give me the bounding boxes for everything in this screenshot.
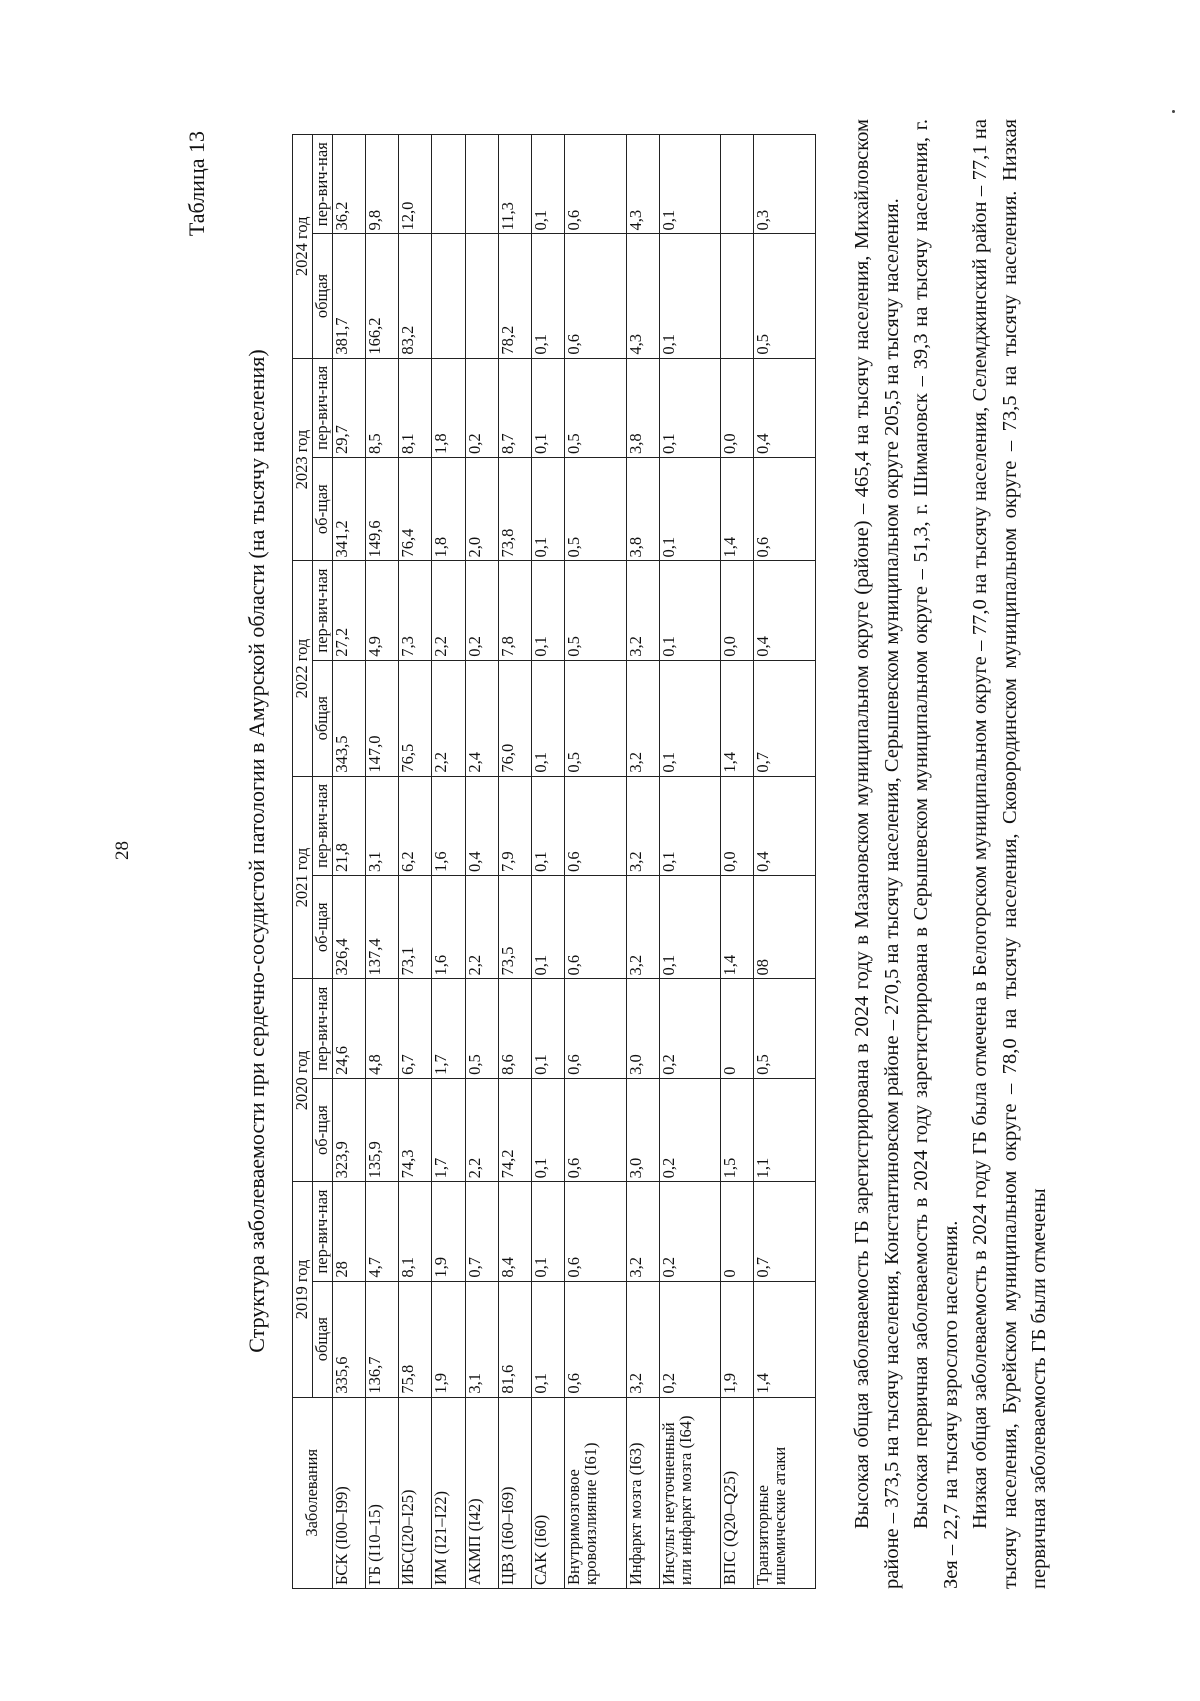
disease-name: ЦВЗ (I60–I69) (498, 1397, 531, 1588)
primary-value: 0,2 (465, 358, 498, 457)
year-header: 2024 год (293, 135, 313, 359)
total-value: 4,3 (626, 234, 659, 358)
disease-name: БСК (I00–I99) (332, 1397, 365, 1588)
primary-value: 27,2 (332, 561, 365, 660)
total-value: 73,8 (498, 457, 531, 560)
primary-value: 21,8 (332, 776, 365, 875)
scan-speck (1172, 110, 1175, 113)
primary-value: 0,1 (531, 1182, 564, 1281)
total-value: 3,8 (626, 457, 659, 560)
primary-value: 0,1 (659, 561, 720, 660)
primary-value: 4,7 (365, 1182, 398, 1281)
year-header: 2021 год (293, 776, 313, 979)
total-value: 1,4 (754, 1281, 816, 1397)
total-value: 76,4 (399, 457, 432, 560)
primary-value: 4,9 (365, 561, 398, 660)
primary-value: 0,1 (531, 135, 564, 234)
total-value: 0,6 (565, 234, 626, 358)
total-value (432, 234, 465, 358)
disease-column-header: Заболевания (293, 1397, 333, 1588)
primary-value: 8,7 (498, 358, 531, 457)
total-value: 76,0 (498, 660, 531, 776)
total-value (465, 234, 498, 358)
table-row (754, 135, 816, 1589)
subheader-row (312, 135, 332, 1589)
total-value: 1,8 (432, 457, 465, 560)
primary-value: 1,8 (432, 358, 465, 457)
primary-value: 0 (721, 979, 754, 1078)
primary-value: 0,6 (565, 979, 626, 1078)
total-value: 1,9 (721, 1281, 754, 1397)
total-value: 326,4 (332, 876, 365, 979)
disease-name: АКМП (I42) (465, 1397, 498, 1588)
primary-value: 8,6 (498, 979, 531, 1078)
total-value: 0,6 (565, 1281, 626, 1397)
total-subheader: об-щая (312, 876, 332, 979)
table-row (498, 135, 531, 1589)
primary-value: 0,4 (754, 358, 816, 457)
total-value: 0,6 (754, 457, 816, 560)
table-row (399, 135, 432, 1589)
primary-value: 0,1 (531, 358, 564, 457)
total-value: 75,8 (399, 1281, 432, 1397)
total-value: 3,2 (626, 660, 659, 776)
primary-subheader: пер-вич-ная (312, 1182, 332, 1281)
table-row (432, 135, 465, 1589)
total-value: 3,0 (626, 1078, 659, 1181)
paragraph: Низкая общая заболеваемость в 2024 году ГБ была отмечена в Белогорском муниципальном округе – 77,0 на тысячу населения, Селемджинский район – 77,1 на тысячу населения, Бурейском муниципальном округе – 78,0 на тысячу населения, Сковородинском муниципальном округе – 73,5 на тысячу населения. Низкая первичная заболеваемость ГБ были отмечены (969, 119, 1050, 1589)
year-header: 2022 год (293, 561, 313, 776)
primary-value: 8,1 (399, 1182, 432, 1281)
table-row (332, 135, 365, 1589)
total-value: 0,6 (565, 876, 626, 979)
total-subheader: общая (312, 660, 332, 776)
primary-value: 0,6 (565, 135, 626, 234)
disease-name: ИМ (I21–I22) (432, 1397, 465, 1588)
primary-value: 3,2 (626, 776, 659, 875)
primary-value: 2,2 (432, 561, 465, 660)
total-value: 3,1 (465, 1281, 498, 1397)
year-header: 2020 год (293, 979, 313, 1182)
primary-value: 0,7 (754, 1182, 816, 1281)
disease-name: Инсульт неуточненный или инфаркт мозга (I64) (659, 1397, 720, 1588)
disease-name: ГБ (I10–15) (365, 1397, 398, 1588)
total-value: 73,1 (399, 876, 432, 979)
disease-name: ВПС (Q20–Q25) (721, 1397, 754, 1588)
primary-value: 0,4 (465, 776, 498, 875)
total-subheader: общая (312, 1281, 332, 1397)
primary-subheader: пер-вич-ная (312, 135, 332, 234)
primary-value: 3,0 (626, 979, 659, 1078)
total-value: 137,4 (365, 876, 398, 979)
table-body (332, 135, 815, 1589)
table-row (565, 135, 626, 1589)
total-value: 83,2 (399, 234, 432, 358)
total-value: 0,1 (531, 457, 564, 560)
primary-value: 4,8 (365, 979, 398, 1078)
total-value: 343,5 (332, 660, 365, 776)
total-value: 2,4 (465, 660, 498, 776)
primary-value: 0,1 (659, 135, 720, 234)
total-value: 2,2 (465, 1078, 498, 1181)
total-value: 1,1 (754, 1078, 816, 1181)
primary-value: 4,3 (626, 135, 659, 234)
table-row (721, 135, 754, 1589)
total-value: 0,1 (531, 1281, 564, 1397)
total-value: 0,1 (659, 660, 720, 776)
total-subheader: общая (312, 234, 332, 358)
primary-value: 0,0 (721, 358, 754, 457)
total-value: 0,1 (531, 1078, 564, 1181)
primary-value: 0,5 (565, 358, 626, 457)
disease-name: Инфаркт мозга (I63) (626, 1397, 659, 1588)
total-value: 0,5 (754, 234, 816, 358)
primary-value: 0,5 (465, 979, 498, 1078)
primary-subheader: пер-вич-ная (312, 358, 332, 457)
total-value: 0,7 (754, 660, 816, 776)
body-text (848, 119, 1055, 1589)
total-value: 0,1 (531, 660, 564, 776)
total-value: 149,6 (365, 457, 398, 560)
primary-value: 3,2 (626, 561, 659, 660)
disease-name: САК (I60) (531, 1397, 564, 1588)
total-subheader: об-щая (312, 1078, 332, 1181)
primary-value: 12,0 (399, 135, 432, 234)
year-header-row (293, 135, 313, 1589)
total-value: 135,9 (365, 1078, 398, 1181)
primary-value: 0,2 (659, 979, 720, 1078)
total-value: 0,1 (659, 457, 720, 560)
total-value: 3,2 (626, 1281, 659, 1397)
paragraph: Высокая общая заболеваемость ГБ зарегистрирована в 2024 году в Мазановском муниципальном округе (районе) – 465,4 на тысячу населения, Михайловском районе – 373,5 на тысячу населения, Константиновском районе – 270,5 на тысячу населения, Серышевском муниципальном округе 205,5 на тысячу населения. (851, 119, 903, 1589)
table-row (465, 135, 498, 1589)
table-header (293, 135, 333, 1589)
total-value: 1,5 (721, 1078, 754, 1181)
primary-value: 0,6 (565, 776, 626, 875)
primary-value (721, 135, 754, 234)
disease-name: Внутримозговое кровоизлияние (I61) (565, 1397, 626, 1588)
total-value: 381,7 (332, 234, 365, 358)
primary-value: 3,2 (626, 1182, 659, 1281)
primary-value: 8,4 (498, 1182, 531, 1281)
primary-value: 7,3 (399, 561, 432, 660)
total-value: 0,6 (565, 1078, 626, 1181)
primary-value: 0,5 (754, 979, 816, 1078)
primary-value: 0,1 (531, 561, 564, 660)
primary-value: 7,9 (498, 776, 531, 875)
total-value: 0,1 (659, 876, 720, 979)
year-header: 2023 год (293, 358, 313, 561)
primary-value: 8,5 (365, 358, 398, 457)
primary-value: 0,6 (565, 1182, 626, 1281)
primary-value: 0,2 (659, 1182, 720, 1281)
primary-value: 0,4 (754, 776, 816, 875)
primary-value: 0,1 (531, 979, 564, 1078)
total-subheader: об-щая (312, 457, 332, 560)
total-value (721, 234, 754, 358)
total-value: 73,5 (498, 876, 531, 979)
total-value: 136,7 (365, 1281, 398, 1397)
primary-value (465, 135, 498, 234)
disease-name: ИБС(I20–I25) (399, 1397, 432, 1588)
total-value: 323,9 (332, 1078, 365, 1181)
total-value: 1,4 (721, 457, 754, 560)
primary-value: 6,7 (399, 979, 432, 1078)
primary-subheader: пер-вич-ная (312, 776, 332, 875)
primary-value: 28 (332, 1182, 365, 1281)
total-value: 81,6 (498, 1281, 531, 1397)
table-label: Таблица 13 (184, 131, 209, 237)
total-value: 0,2 (659, 1078, 720, 1181)
total-value: 1,4 (721, 660, 754, 776)
table-row (659, 135, 720, 1589)
total-value: 0,5 (565, 457, 626, 560)
total-value: 2,2 (465, 876, 498, 979)
primary-value: 0,7 (465, 1182, 498, 1281)
paragraph: Высокая первичная заболеваемость в 2024 году зарегистрирована в Серышевском муниципальном округе – 51,3, г. Шимановск – 39,3 на тысячу населения, г. Зея – 22,7 на тысячу взрослого населения. (910, 119, 962, 1589)
primary-value: 1,7 (432, 979, 465, 1078)
total-value: 76,5 (399, 660, 432, 776)
total-value: 0,1 (531, 876, 564, 979)
primary-value: 0,1 (659, 358, 720, 457)
total-value: 2,0 (465, 457, 498, 560)
total-value: 74,2 (498, 1078, 531, 1181)
total-value: 74,3 (399, 1078, 432, 1181)
primary-value (432, 135, 465, 234)
primary-value: 0,2 (465, 561, 498, 660)
total-value: 335,6 (332, 1281, 365, 1397)
primary-value: 9,8 (365, 135, 398, 234)
primary-value: 0,0 (721, 561, 754, 660)
year-header: 2019 год (293, 1182, 313, 1397)
primary-value: 36,2 (332, 135, 365, 234)
primary-value: 0,5 (565, 561, 626, 660)
total-value: 1,7 (432, 1078, 465, 1181)
total-value: 1,4 (721, 876, 754, 979)
primary-value: 0,1 (659, 776, 720, 875)
page-number: 28 (112, 841, 133, 860)
primary-value: 29,7 (332, 358, 365, 457)
primary-value: 1,6 (432, 776, 465, 875)
primary-value: 3,8 (626, 358, 659, 457)
total-value: 3,2 (626, 876, 659, 979)
primary-value: 0,1 (531, 776, 564, 875)
total-value: 0,2 (659, 1281, 720, 1397)
primary-value: 7,8 (498, 561, 531, 660)
primary-value: 24,6 (332, 979, 365, 1078)
table-row (365, 135, 398, 1589)
primary-value: 6,2 (399, 776, 432, 875)
primary-value: 0,0 (721, 776, 754, 875)
total-value: 1,9 (432, 1281, 465, 1397)
total-value: 0,1 (531, 234, 564, 358)
table-row (531, 135, 564, 1589)
total-value: 2,2 (432, 660, 465, 776)
total-value: 08 (754, 876, 816, 979)
total-value: 166,2 (365, 234, 398, 358)
table-row (626, 135, 659, 1589)
total-value: 341,2 (332, 457, 365, 560)
total-value: 0,5 (565, 660, 626, 776)
primary-value: 11,3 (498, 135, 531, 234)
total-value: 0,1 (659, 234, 720, 358)
primary-value: 1,9 (432, 1182, 465, 1281)
total-value: 1,6 (432, 876, 465, 979)
total-value: 78,2 (498, 234, 531, 358)
total-value: 147,0 (365, 660, 398, 776)
morbidity-table (292, 134, 816, 1589)
primary-value: 0 (721, 1182, 754, 1281)
table-title: Структура заболеваемости при сердечно-сосудистой патологии в Амурской области (на тысячу населения) (244, 349, 269, 1353)
primary-subheader: пер-вич-ная (312, 561, 332, 660)
disease-name: Транзиторные ишемические атаки (754, 1397, 816, 1588)
primary-value: 3,1 (365, 776, 398, 875)
primary-value: 0,4 (754, 561, 816, 660)
primary-value: 8,1 (399, 358, 432, 457)
primary-subheader: пер-вич-ная (312, 979, 332, 1078)
primary-value: 0,3 (754, 135, 816, 234)
